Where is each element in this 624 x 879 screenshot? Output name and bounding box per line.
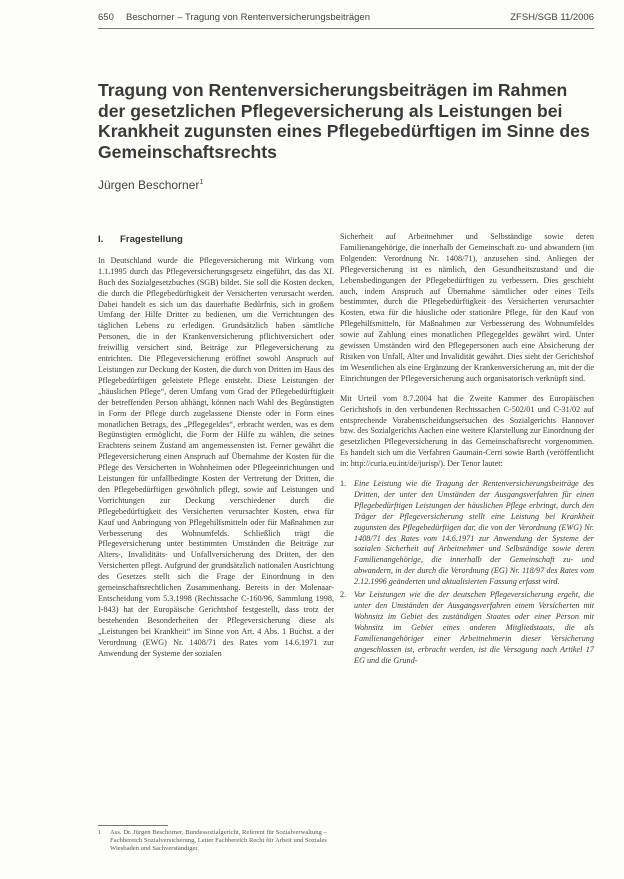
page-number: 650 <box>98 12 114 23</box>
author-line <box>98 178 203 192</box>
right-column <box>340 232 594 668</box>
section-number: I. <box>98 234 104 245</box>
paragraph-judgment: Mit Urteil vom 8.7.2004 hat die Zweite Kammer des Europäischen Gerichtshofs in den verbundenen Rechtssachen C-502/01 und C-31/02 auf entsprechende Vorabentscheidungsersuchen des Sozialgerichts Hannover bzw. des Sozialgerichts Aachen eine weitere Klarstellung zur Einordnung der gesetzlichen Pflegeversicherung in das Gemeinschaftsrecht vorgenommen. Es handelt sich um die Verfahren Gaumain-Cerri sowie Barth (veröffentlicht in: http://curia.eu.int/de/jurisp/). Der Tenor lautet: <box>340 393 594 469</box>
judgment-tenor-list <box>340 479 594 666</box>
footnote <box>98 829 334 853</box>
left-column <box>98 235 334 659</box>
section-heading <box>98 235 334 246</box>
tenor-item <box>340 479 594 588</box>
section-title: Fragestellung <box>120 234 183 245</box>
running-title: Beschorner – Tragung von Rentenversicherungsbeiträgen <box>126 12 370 23</box>
footnote-number: 1 <box>98 829 102 836</box>
tenor-number: 2. <box>340 590 347 600</box>
tenor-number: 1. <box>340 479 347 489</box>
header-rule <box>98 28 594 29</box>
tenor-text: Eine Leistung wie die Tragung der Rentenversicherungsbeiträge des Dritten, der unter den Umständen der Ausgangsverfahren für einen Pflegebedürftigen Leistungen der häuslichen Pflege erbringt, durch den Träger der Pflegeversicherung stellt eine Leistung bei Krankheit zugunsten des Pflegebedürftigen dar, die von der Verordnung (EWG) Nr. 1408/71 des Rates vom 14.6.1971 zur Anwendung der Systeme der sozialen Sicherheit auf Arbeitnehmer und Selbständige sowie deren Familienangehörige, die innerhalb der Gemeinschaft zu- und abwandern, in der durch die Verordnung (EG) Nr. 118/97 des Rates vom 2.12.1996 geänderten und aktualisierten Fassung erfasst wird. <box>354 479 594 587</box>
paragraph-continuation: Sicherheit auf Arbeitnehmer und Selbständige sowie deren Familienangehörige, die innerhalb der Gemeinschaft zu- und abwandern (im Folgenden: Verordnung Nr. 1408/71), anzusehen sind. Anliegen der Pflegeversicherung ist es nämlich, den Gesundheitszustand und die Lebensbedingungen der Pflegebedürftigen zu verbessern. Dies geschieht auch, indem Anspruch auf Übernahme sämtlicher oder eines Teils bestimmter, durch die Pflegebedürftigkeit des Versicherten verursachter Kosten, etwa für die häusliche oder stationäre Pflege, für den Kauf von Pflegehilfsmitteln, für Maßnahmen zur Verbesserung des Wohnumfeldes sowie auf Zahlung eines monatlichen Pflegegeldes gewährt wird. Unter gewissen Umständen wird den Pflegepersonen auch eine Absicherung der Risiken von Unfall, Alter und Invalidität gewährt. Dies sieht der Gerichtshof im Wesentlichen als eine Ergänzung der Krankenversicherung an, mit der die Einrichtungen der Pflegeversicherung auch organisatorisch verknüpft sind. <box>340 232 594 383</box>
article-title: Tragung von Rentenversicherungsbeiträgen im Rahmen der gesetzlichen Pflegeversicherung als Leistungen bei Krankheit zugunsten eines Pflegebedürftigen im Sinne des Gemeinschaftsrechts <box>98 80 590 162</box>
footnote-text: Ass. Dr. Jürgen Beschorner, Bundessozialgericht, Referent für Sozialverwaltung – Fachbereich Sozialversicherung, Leiter Fachbereich Recht für Arbeit und Soziales Wiesbaden und Sachverständiger. <box>110 829 327 852</box>
tenor-text: Vor Leistungen wie die der deutschen Pflegeversicherung ergeht, die unter den Umständen der Ausgangsverfahren einem Versicherten mit Wohnsitz im Gebiet des zuständigen Staates oder einer Person mit Wohnsitz im Gebiet eines anderen Mitgliedstaats, die als Familienangehöriger einer Arbeitnehmerin dieser Versicherung angeschlossen ist, erbracht werden, ist die Versagung nach Artikel 17 EG und die Grund- <box>354 590 594 665</box>
footnote-rule <box>98 825 168 826</box>
author-footnote-mark[interactable]: 1 <box>199 179 204 186</box>
tenor-item <box>340 590 594 666</box>
author-name: Jürgen Beschorner <box>98 178 200 192</box>
journal-reference: ZFSH/SGB 11/2006 <box>510 12 594 23</box>
paragraph-intro: In Deutschland wurde die Pflegeversicherung mit Wirkung vom 1.1.1995 durch das Pflegeversicherungsgesetz eingeführt, das das XI. Buch des Sozialgesetzbuches (SGB) bildet. Sie soll die Kosten decken, die durch die Pflegebedürftigkeit der Versicherten verursacht werden. Dabei handelt es sich um das dauerhafte Bedürfnis, sich in großem Umfang der Hilfe Dritter zu bedienen, um die Verrichtungen des täglichen Lebens zu erledigen. Grundsätzlich haben sämtliche Personen, die in der Krankenversicherung pflichtversichert oder freiwillig versichert sind, Beiträge zur Pflegeversicherung zu entrichten. Die Pflegeversicherung eröffnet sowohl Anspruch auf Leistungen zur Deckung der Kosten, die durch von Dritten im Haus des Pflegebedürftigen geleistete Pflege entsteht. Diese Leistungen der „häuslichen Pflege“, deren Umfang vom Grad der Pflegebedürftigkeit der betreffenden Person abhängt, können nach Wahl des Begünstigten in Form der Pflege durch zugelassene Dienste oder in Form eines monatlichen Betrags, des „Pflegegeldes“, erbracht werden, was es dem Begünstigten ermöglicht, die Form der Hilfe zu wählen, die seines Erachtens seinem Zustand am angemessensten ist. Ferner gewährt die Pflegeversicherung einen Anspruch auf Übernahme der Kosten für die Pflege des Versicherten in Wohnheimen oder Pflegeeinrichtungen und Leistungen für unfallbedingte Kosten der Vertretung der Dritten, die den Pflegebedürftigen gewöhnlich pflegt, sowie auf Leistungen und Vorrichtungen zur Deckung verschiedener durch die Pflegebedürftigkeit des Versicherten verursachter Kosten, etwa für Kauf und Anbringung von Pflegehilfsmitteln oder für Maßnahmen zur Verbesserung des Wohnumfelds. Schließlich trägt die Pflegeversicherung unter bestimmten Umständen die Beiträge zur Alters-, Invaliditäts- und Unfallversicherung des Dritten, der den Versicherten pflegt. Aufgrund der grundsätzlich nationalen Ausrichtung des Gesetzes stellt sich die Frage der Einordnung in den gemeinschaftsrechtlichen Zusammenhang. Bereits in der Molenaar-Entscheidung vom 5.3.1998 (Rechtssache C-160/96, Sammlung 1998, I-843) hat der Europäische Gerichtshof festgestellt, dass trotz der bestehenden Besonderheiten der Pflegeversicherung diese als „Leistungen bei Krankheit“ im Sinne von Art. 4 Abs. 1 Buchst. a der Verordnung (EWG) Nr. 1408/71 des Rates vom 14.6.1971 zur Anwendung der Systeme der sozialen <box>98 255 334 658</box>
running-header <box>98 12 594 26</box>
